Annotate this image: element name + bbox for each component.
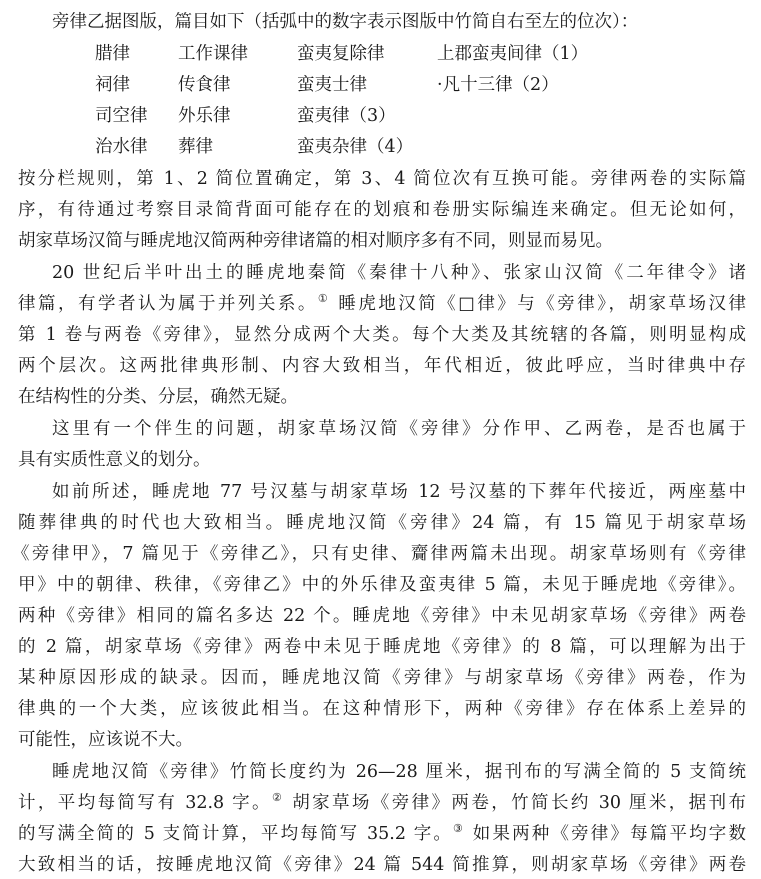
catalog-row: [0, 102, 761, 130]
catalog-cell: 祠律: [95, 75, 130, 95]
catalog-cell: 治水律: [95, 137, 148, 157]
catalog-cell: 蛮夷杂律（4）: [297, 137, 414, 157]
catalog-cell: 蛮夷士律: [297, 75, 367, 95]
body-line: 序，有待通过考察目录简背面可能存在的划痕和卷册实际编连来确定。但无论如何，: [18, 200, 746, 220]
catalog-cell: 外乐律: [178, 106, 231, 126]
body-line: 大致相当的话，按睡虎地汉简《旁律》24 篇 544 简推算，则胡家草场《旁律》两卷: [18, 855, 746, 875]
body-line: 可能性，应该说不大。: [18, 730, 193, 750]
catalog-cell: 上郡蛮夷间律（1）: [437, 44, 589, 64]
body-line: 《旁律甲》，7 篇见于《旁律乙》，只有史律、齎律两篇未出现。胡家草场则有《旁律: [12, 544, 746, 564]
body-line: 这里有一个伴生的问题，胡家草场汉简《旁律》分作甲、乙两卷，是否也属于: [52, 419, 746, 439]
intro-line: 旁律乙据图版，篇目如下（括弧中的数字表示图版中竹简自右至左的位次）：: [52, 12, 639, 32]
catalog-cell: 葬律: [178, 137, 213, 157]
body-text: 睡虎地汉简《□律》与《旁律》，胡家草场汉律: [338, 294, 746, 314]
catalog-cell: 工作课律: [178, 44, 248, 64]
catalog-row: [0, 40, 761, 68]
catalog-row: [0, 133, 761, 161]
catalog-cell: 蛮夷律（3）: [297, 106, 396, 126]
footnote-marker: ③: [453, 822, 466, 836]
catalog-cell: 蛮夷复除律: [297, 44, 385, 64]
body-line: 在结构性的分类、分层，确然无疑。: [18, 387, 298, 407]
body-line: 20 世纪后半叶出土的睡虎地秦简《秦律十八种》、张家山汉简《二年律令》诸: [52, 263, 746, 283]
body-line: [18, 290, 746, 318]
body-line: 两个层次。这两批律典形制、内容大致相当，年代相近，彼此呼应，当时律典中存: [18, 356, 746, 376]
body-text: 计，平均每简写有 32.8 字。: [18, 793, 272, 813]
footnote-marker: ②: [271, 791, 285, 805]
body-line: 按分栏规则，第 1、2 简位置确定，第 3、4 简位次有互换可能。旁律两卷的实际篇: [18, 169, 746, 189]
body-text: 的写满全简的 5 支简计算，平均每简写 35.2 字。: [18, 824, 454, 844]
catalog-cell: 传食律: [178, 75, 231, 95]
body-text: 律篇，有学者认为属于并列关系。: [18, 294, 318, 314]
body-line: 某种原因形成的缺录。因而，睡虎地汉简《旁律》与胡家草场《旁律》两卷，作为: [18, 668, 746, 688]
body-line: 随葬律典的时代也大致相当。睡虎地汉简《旁律》24 篇，有 15 篇见于胡家草场: [18, 513, 746, 533]
body-line: 具有实质性意义的划分。: [18, 450, 211, 470]
body-line: 甲》中的朝律、秩律，《旁律乙》中的外乐律及蛮夷律 5 篇，未见于睡虎地《旁律》。: [18, 575, 746, 595]
body-text: 如果两种《旁律》每篇平均字数: [472, 824, 746, 844]
catalog-cell: 腊律: [95, 44, 130, 64]
body-line: [18, 820, 746, 848]
body-text: 胡家草场《旁律》两卷，竹简长约 30 厘米，据刊布: [292, 793, 746, 813]
body-line: 胡家草场汉简与睡虎地汉简两种旁律诸篇的相对顺序多有不同，则显而易见。: [18, 231, 613, 251]
body-line: 的 2 篇，胡家草场《旁律》两卷中未见于睡虎地《旁律》的 8 篇，可以理解为出于: [18, 637, 746, 657]
body-line: 两种《旁律》相同的篇名多达 22 个。睡虎地《旁律》中未见胡家草场《旁律》两卷: [18, 606, 746, 626]
body-line: 睡虎地汉简《旁律》竹简长度约为 26—28 厘米，据刊布的写满全简的 5 支简统: [52, 762, 746, 782]
body-line: [18, 789, 746, 817]
footnote-marker: ①: [317, 292, 331, 306]
body-line: 如前所述，睡虎地 77 号汉墓与胡家草场 12 号汉墓的下葬年代接近，两座墓中: [52, 482, 746, 502]
body-line: 第 1 卷与两卷《旁律》，显然分成两个大类。每个大类及其统辖的各篇，则明显构成: [18, 325, 746, 345]
catalog-row: [0, 71, 761, 99]
catalog-cell: 司空律: [95, 106, 148, 126]
catalog-cell: ·凡十三律（2）: [437, 75, 559, 95]
body-line: 律典的一个大类，应该彼此相当。在这种情形下，两种《旁律》存在体系上差异的: [18, 699, 746, 719]
